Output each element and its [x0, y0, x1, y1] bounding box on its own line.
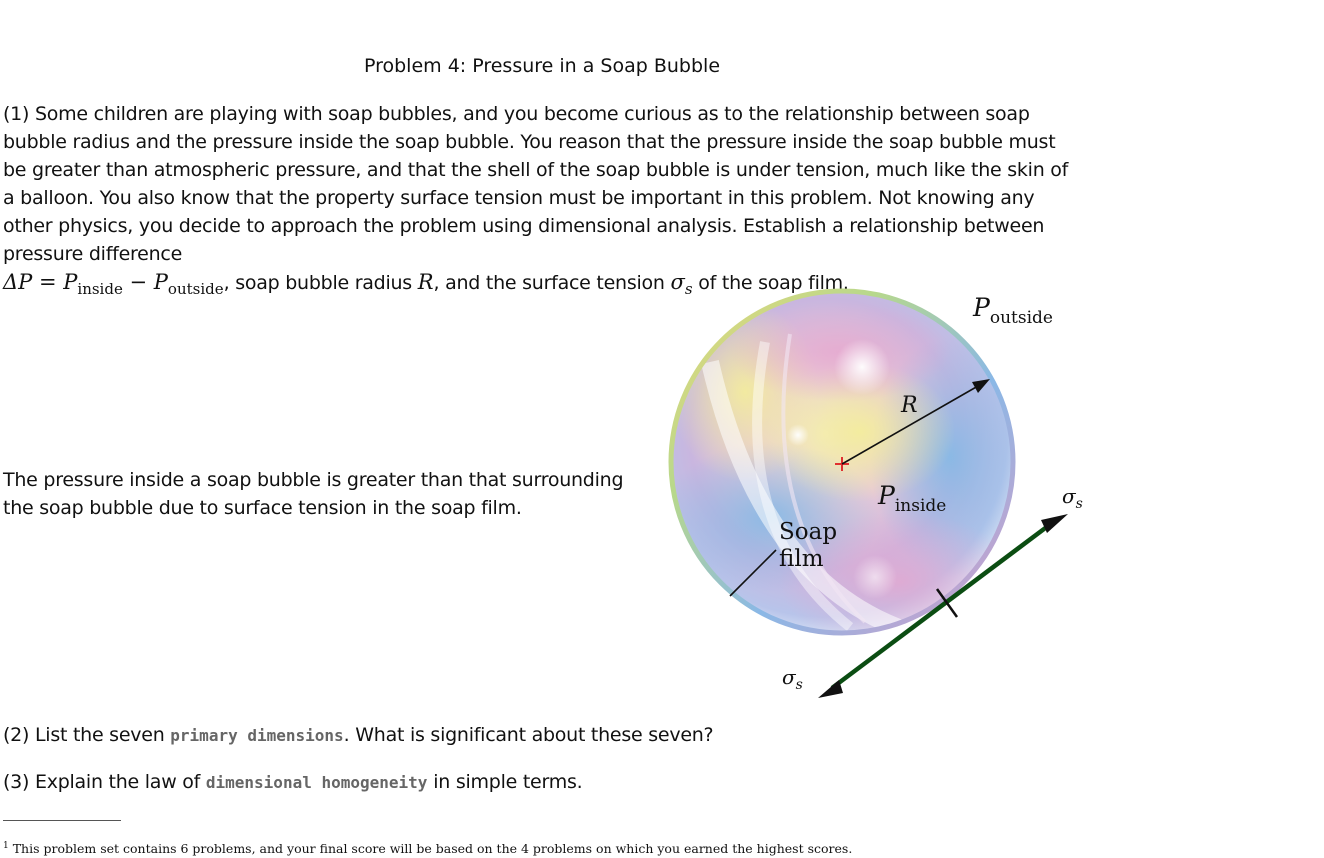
footnote	[3, 840, 852, 858]
label-p-inside: $P_{inside}$	[878, 481, 947, 516]
eq-sigma-symbol: σ	[670, 270, 685, 294]
eq-inside-sub: inside	[77, 280, 123, 299]
label-soap: Soap	[779, 519, 838, 545]
eq-minus: −	[122, 270, 154, 294]
label-p-outside: $P_{outside}$	[973, 293, 1053, 328]
soap-bubble-figure	[650, 282, 1083, 712]
label-sigma-lower: $\sigma_s$	[782, 665, 803, 693]
problem-part2	[3, 721, 713, 750]
primary-dimensions-term: primary dimensions	[170, 726, 344, 745]
problem-part1	[3, 100, 1083, 297]
pressure-difference-equation	[3, 270, 224, 299]
tension-arrowhead-lower	[818, 680, 843, 698]
part2-text-end: . What is significant about these seven?	[343, 724, 714, 746]
part1-text-after-r: , and the surface tension	[433, 272, 671, 294]
label-radius: R	[901, 393, 918, 418]
footnote-divider	[3, 820, 121, 821]
bubble-body	[660, 289, 1030, 652]
eq-p-outside: P	[153, 270, 168, 294]
soap-bubble-diagram	[650, 282, 1083, 712]
eq-delta-p: ΔP	[3, 270, 33, 294]
eq-p-inside: P	[63, 270, 78, 294]
part3-text: (3) Explain the law of	[3, 771, 206, 793]
highlight-glare-small	[787, 424, 809, 446]
part2-text: (2) List the seven	[3, 724, 171, 746]
label-film: film	[779, 546, 824, 572]
part1-text: (1) Some children are playing with soap bubbles, and you become curious as to the relationship between soap bubble radius and the pressure inside the soap bubble. You reason that the pressure inside the soap bubble must be greater than atmospheric pressure, and that the shell of the soap bubble is under tension, much like the skin of a balloon. You also know that the property surface tension must be important in this problem. Not knowing any other physics, you decide to approach the problem using dimensional analysis. Establish a relationship between pressure difference	[3, 103, 1069, 265]
highlight-glare-large	[834, 339, 890, 395]
part1-text-end: of the soap film.	[692, 272, 849, 294]
part1-text-after-eq: , soap bubble radius	[223, 272, 418, 294]
figure-caption: The pressure inside a soap bubble is greater than that surrounding the soap bubble due to surface tension in the soap film.	[3, 469, 624, 519]
eq-equals: =	[32, 270, 64, 294]
highlight-glare-lower	[853, 555, 897, 599]
dimensional-homogeneity-term: dimensional homogeneity	[205, 773, 428, 792]
label-sigma-upper: $\sigma_s$	[1062, 484, 1083, 512]
problem-part3	[3, 768, 582, 797]
eq-radius: R	[417, 270, 434, 294]
footnote-marker: 1	[3, 840, 9, 851]
problem-title: Problem 4: Pressure in a Soap Bubble	[363, 55, 721, 77]
footnote-text: This problem set contains 6 problems, and your final score will be based on the 4 problems on which you earned the highest scores.	[8, 841, 853, 856]
eq-outside-sub: outside	[167, 280, 224, 299]
eq-sigma-sub: s	[684, 280, 693, 299]
part3-text-end: in simple terms.	[427, 771, 583, 793]
